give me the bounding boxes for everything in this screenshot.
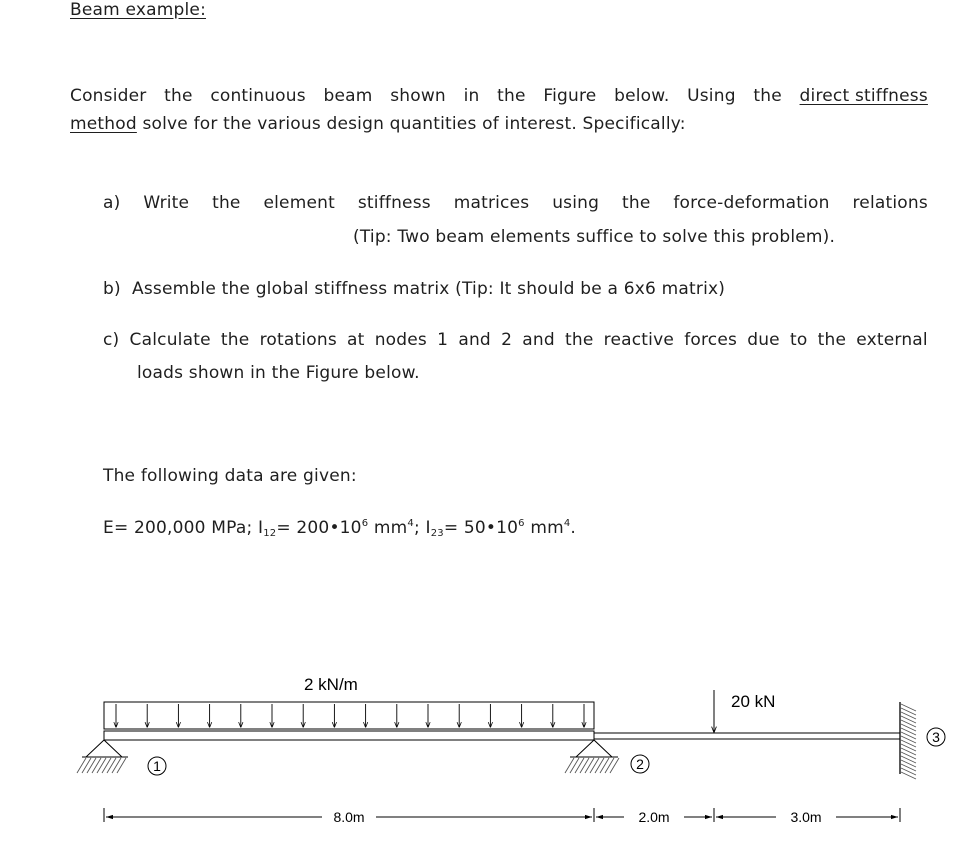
word: Figure xyxy=(543,86,597,106)
question-a-tip: (Tip: Two beam elements suffice to solve this problem). xyxy=(353,227,836,247)
exponent: 6 xyxy=(518,518,525,529)
question-c-line-2: loads shown in the Figure below. xyxy=(137,363,420,383)
modulus-text: E= 200,000 MPa; I xyxy=(103,518,264,538)
exponent: 6 xyxy=(361,518,369,529)
word: matrices xyxy=(453,193,530,213)
word: Write xyxy=(143,193,190,213)
word: the xyxy=(497,86,526,106)
word: 1 xyxy=(437,330,449,350)
pin-support-node-2 xyxy=(565,740,619,773)
hatch-line xyxy=(590,758,599,773)
hatch-line xyxy=(901,708,916,715)
word: continuous xyxy=(210,86,306,106)
hatch-line xyxy=(102,758,111,773)
hatch-line xyxy=(97,758,106,773)
word: the xyxy=(220,330,250,350)
hatch-line xyxy=(901,704,916,711)
word: rotations xyxy=(259,330,337,350)
word: Consider xyxy=(70,86,147,106)
hatch-line xyxy=(901,772,916,779)
word: 2 xyxy=(501,330,513,350)
wall-hatch xyxy=(901,704,916,779)
word: reactive xyxy=(603,330,675,350)
word: force-deformation xyxy=(673,193,830,213)
i23-value: = 50•10 xyxy=(443,518,519,538)
hatch-line xyxy=(610,758,619,773)
intro-line-2-rest: solve for the various design quantities of interest. Specifically: xyxy=(136,114,686,134)
hatch-line xyxy=(901,712,916,719)
word: shown xyxy=(390,86,446,106)
span-2-length: 2.0m xyxy=(638,809,670,825)
hatch-line xyxy=(901,764,916,771)
node-number: 3 xyxy=(932,729,940,745)
udl-arrows xyxy=(116,704,584,727)
hatch-line xyxy=(901,740,916,747)
hatch-line xyxy=(77,758,86,773)
hatch-line xyxy=(901,756,916,763)
unit: mm xyxy=(368,518,408,538)
direct-stiffness-underlined: direct stiffness xyxy=(799,86,928,106)
ground-hatch xyxy=(565,758,619,773)
hatch-line xyxy=(901,720,916,727)
hatch-line xyxy=(901,752,916,759)
i23-subscript: 23 xyxy=(430,528,444,539)
word: external xyxy=(856,330,928,350)
method-underlined: method xyxy=(70,114,137,134)
hatch-line xyxy=(580,758,589,773)
hatch-line xyxy=(901,736,916,743)
word: stiffness xyxy=(357,193,431,213)
word: relations xyxy=(852,193,928,213)
hatch-line xyxy=(82,758,91,773)
hatch-line xyxy=(570,758,579,773)
word: and xyxy=(458,330,491,350)
word: the xyxy=(753,86,782,106)
question-c-label: c) xyxy=(103,330,120,350)
hatch-line xyxy=(585,758,594,773)
word: forces xyxy=(684,330,738,350)
udl-label: 2 kN/m xyxy=(304,675,358,694)
fixed-support-node-3 xyxy=(900,702,916,779)
beam xyxy=(104,731,900,740)
word: Calculate xyxy=(129,330,211,350)
hatch-line xyxy=(87,758,96,773)
word: to xyxy=(790,330,808,350)
node-marker-1 xyxy=(148,757,166,775)
word: beam xyxy=(323,86,373,106)
node-number: 2 xyxy=(636,756,644,772)
word: nodes xyxy=(374,330,427,350)
dimension-lines xyxy=(104,808,900,822)
span-1-length: 8.0m xyxy=(333,809,365,825)
pin-support-node-1 xyxy=(77,740,128,773)
ground-hatch xyxy=(77,758,126,773)
title-text: Beam example: xyxy=(70,0,207,20)
given-heading: The following data are given: xyxy=(103,466,357,486)
word: and xyxy=(522,330,555,350)
exponent: 4 xyxy=(407,518,414,529)
word: below. xyxy=(614,86,670,106)
hatch-line xyxy=(112,758,121,773)
node-marker-3 xyxy=(927,728,945,746)
node-number: 1 xyxy=(153,758,161,774)
word: the xyxy=(817,330,847,350)
hatch-line xyxy=(901,728,916,735)
question-b-label: b) xyxy=(103,279,121,299)
beam-segment-1-2 xyxy=(104,731,594,740)
hatch-line xyxy=(565,758,574,773)
separator: ; I xyxy=(413,518,431,538)
distributed-load xyxy=(104,702,594,729)
word: at xyxy=(347,330,365,350)
hatch-line xyxy=(901,760,916,767)
word: using xyxy=(552,193,600,213)
word: in xyxy=(463,86,480,106)
i12-value: = 200•10 xyxy=(276,518,362,538)
hatch-line xyxy=(117,758,126,773)
hatch-line xyxy=(901,716,916,723)
hatch-line xyxy=(575,758,584,773)
point-load-label: 20 kN xyxy=(731,692,776,711)
hatch-line xyxy=(107,758,116,773)
hatch-line xyxy=(901,748,916,755)
hatch-line xyxy=(595,758,604,773)
question-a-label: a) xyxy=(103,193,121,213)
hatch-line xyxy=(600,758,609,773)
hatch-line xyxy=(92,758,101,773)
hatch-line xyxy=(901,744,916,751)
hatch-line xyxy=(605,758,614,773)
word: the xyxy=(565,330,594,350)
unit: mm xyxy=(524,518,564,538)
word: Using xyxy=(687,86,736,106)
word: the xyxy=(212,193,241,213)
span-3-length: 3.0m xyxy=(790,809,822,825)
hatch-line xyxy=(901,724,916,731)
question-b-text: Assemble the global stiffness matrix (Tip: It should be a 6x6 matrix) xyxy=(132,279,726,299)
word: element xyxy=(263,193,335,213)
exponent: 4 xyxy=(563,518,571,529)
period: . xyxy=(570,518,577,538)
word: the xyxy=(164,86,193,106)
udl-box xyxy=(104,702,594,729)
hatch-line xyxy=(901,768,916,775)
i12-subscript: 12 xyxy=(263,528,277,539)
word: the xyxy=(622,193,651,213)
beam-segment-2-3 xyxy=(594,733,900,739)
node-marker-2 xyxy=(631,755,649,773)
word: due xyxy=(747,330,780,350)
hatch-line xyxy=(901,732,916,739)
